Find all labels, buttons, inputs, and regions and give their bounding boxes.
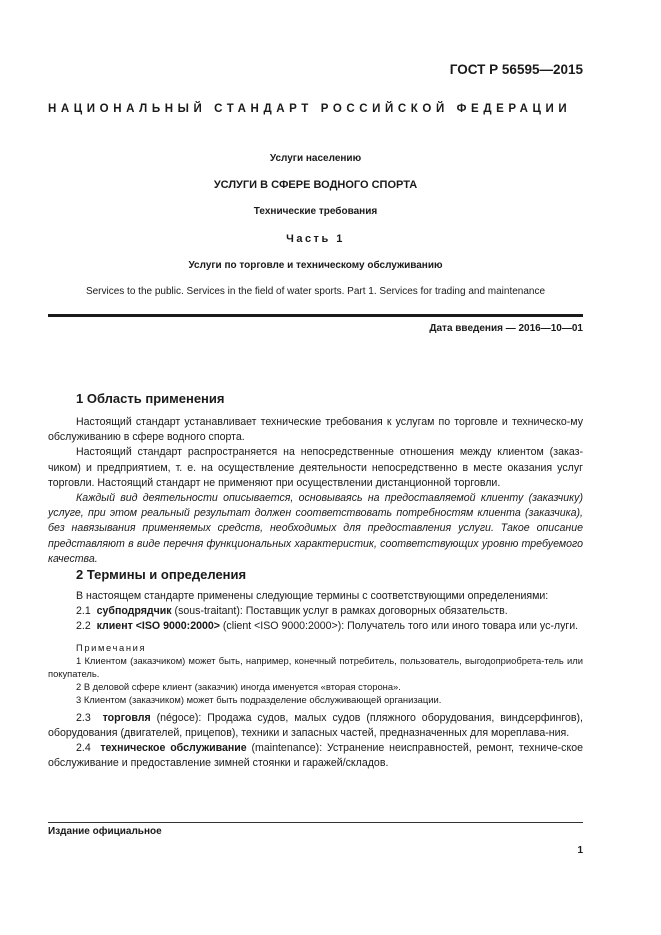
term-2-3-number: 2.3 [76,711,91,724]
footer-divider [48,822,583,823]
note-2: 2 В деловой сфере клиент (заказчик) иногда именуется «вторая сторона». [76,680,401,692]
title-line-requirements: Технические требования [253,206,378,217]
term-2-1 [48,604,583,619]
section-1-paragraph-2: Настоящий стандарт распространяется на непосредственные отношения между клиентом (заказ-чиком) и предприятием, т. е. на осуществление деятельности непосредственно в месте оказания услуг торговли. Настоящий стандарт не применяют при осуществлении дистанционной торговли. [48,446,583,489]
term-2-4-definition: (maintenance): Устранение неисправностей, ремонт, техниче-ское обслуживание и предоставление зимней стоянки и гаражей/складов. [48,742,583,770]
term-2-4-name: техническое обслуживание [100,742,247,755]
term-2-3-name: торговля [102,711,151,724]
document-code: ГОСТ Р 56595—2015 [449,62,583,77]
page-number: 1 [577,845,583,856]
section-1-heading: 1 Область применения [76,391,225,406]
term-2-2 [48,619,583,634]
effective-date: Дата введения — 2016—10—01 [429,323,583,334]
title-part: Часть 1 [286,233,345,245]
section-1-paragraph-1: Настоящий стандарт устанавливает технические требования к услугам по торговле и техническо-му обслуживанию в сфере водного спорта. [48,416,583,444]
term-2-2-number: 2.2 [76,620,91,633]
notes-title: Примечания [76,641,147,653]
section-1-body [48,415,583,567]
term-2-1-name: субподрядчик [96,605,172,618]
title-divider [48,314,583,317]
section-2-heading: 2 Термины и определения [76,567,247,582]
section-2-intro: В настоящем стандарте применены следующие термины с соответствующими определениями: [76,590,549,602]
standard-title: НАЦИОНАЛЬНЫЙ СТАНДАРТ РОССИЙСКОЙ ФЕДЕРАЦИИ [48,103,572,115]
term-2-3-definition: (négoce): Продажа судов, малых судов (пляжного оборудования, виндсерфингов), оборудования (двигателей, прицепов), техники и запасных частей, предназначенных для мореплава-ния. [48,711,583,739]
term-2-4 [48,741,583,771]
term-2-1-definition: (sous-traitant): Поставщик услуг в рамках договорных обязательств. [171,605,508,618]
section-2-body [48,589,583,771]
title-line-services: Услуги населению [269,153,362,164]
note-3: 3 Клиентом (заказчиком) может быть подразделение обслуживающей организации. [76,693,442,705]
note-1: 1 Клиентом (заказчиком) может быть, например, конечный потребитель, пользователь, выгодоприобрета-тель или покупатель. [48,654,583,679]
term-2-3 [48,711,583,741]
term-2-4-number: 2.4 [76,742,91,755]
title-line-subject: Услуги по торговле и техническому обслуживанию [188,260,443,271]
term-2-2-definition: (client <ISO 9000:2000>): Получатель того или иного товара или ус-луги. [219,620,579,633]
title-english: Services to the public. Services in the field of water sports. Part 1. Services for trading and maintenance [85,286,546,297]
term-2-2-name: клиент <ISO 9000:2000> [96,620,220,633]
section-1-paragraph-3: Каждый вид деятельности описывается, основываясь на предоставляемой клиенту (заказчику) услуге, при этом реальный результат должен соответствовать потребностям клиента (заказчика), без навязывания применяемых средств, необходимых для предоставления услуги. Такое описание представляют в виде перечня функциональных характеристик, соответствующих уровню требуемого качества. [48,492,583,565]
title-line-main: УСЛУГИ В СФЕРЕ ВОДНОГО СПОРТА [213,179,418,191]
edition-label: Издание официальное [48,826,162,837]
term-2-1-number: 2.1 [76,605,91,618]
